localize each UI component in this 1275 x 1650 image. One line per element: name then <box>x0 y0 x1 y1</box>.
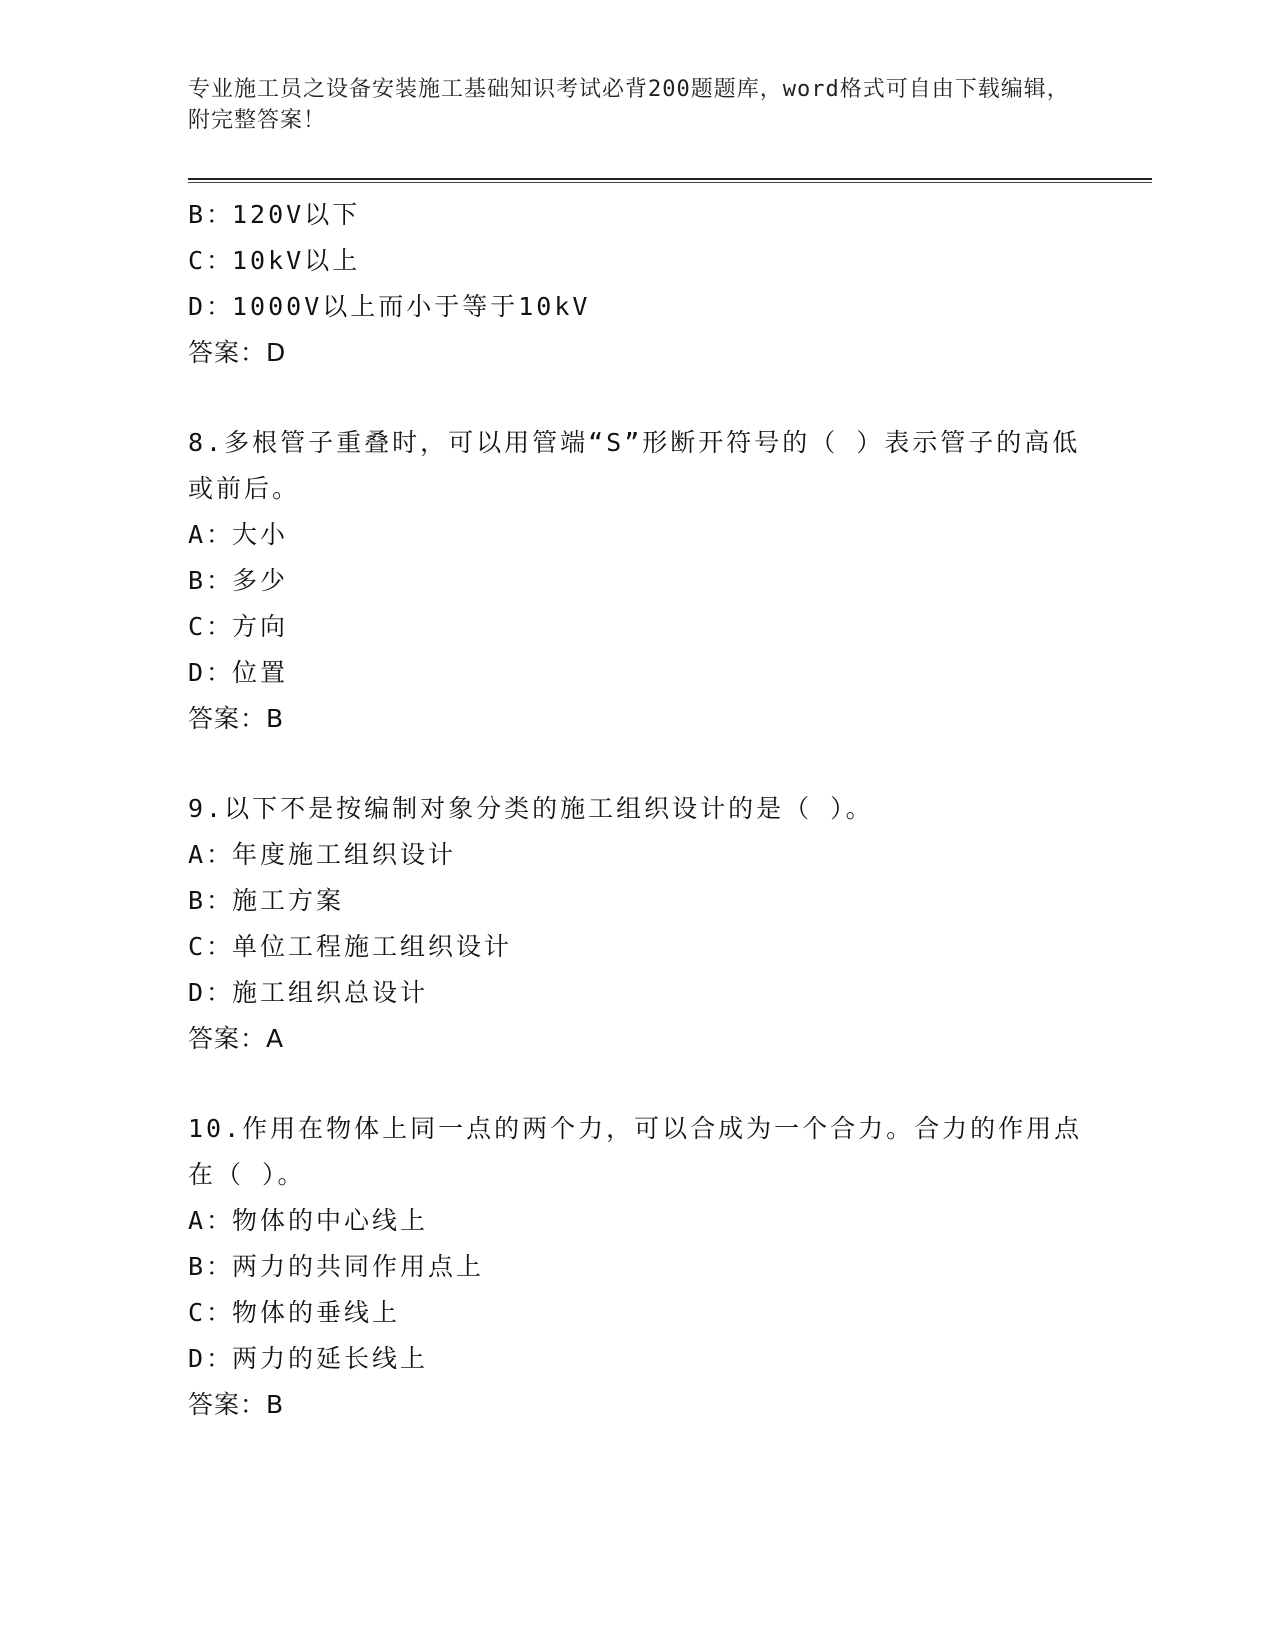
option-b: B：多少 <box>188 566 289 595</box>
question-stem: 10.作用在物体上同一点的两个力，可以合成为一个合力。合力的作用点在（ ）。 <box>188 1114 1083 1189</box>
option-b: B：两力的共同作用点上 <box>188 1252 485 1281</box>
question-stem: 9.以下不是按编制对象分类的施工组织设计的是（ ）。 <box>188 794 874 823</box>
option-b: B：施工方案 <box>188 886 345 915</box>
answer-line: 答案：A <box>188 1024 285 1053</box>
option-c: C：物体的垂线上 <box>188 1298 401 1327</box>
option-a: A：年度施工组织设计 <box>188 840 457 869</box>
question-10 <box>188 1106 1088 1428</box>
option-d: D：施工组织总设计 <box>188 978 429 1007</box>
question-9 <box>188 786 1088 1062</box>
option-c: C：10kV以上 <box>188 246 361 275</box>
question-content <box>188 192 1088 1428</box>
option-c: C：方向 <box>188 612 289 641</box>
option-c: C：单位工程施工组织设计 <box>188 932 513 961</box>
header-divider-thin <box>188 182 1152 183</box>
option-a: A：物体的中心线上 <box>188 1206 429 1235</box>
option-a: A：大小 <box>188 520 289 549</box>
carryover-question <box>188 192 1088 376</box>
answer-line: 答案：B <box>188 704 285 733</box>
option-b: B：120V以下 <box>188 200 361 229</box>
question-8 <box>188 420 1088 742</box>
question-stem: 8.多根管子重叠时，可以用管端“S”形断开符号的（ ）表示管子的高低或前后。 <box>188 428 1081 503</box>
document-header: 专业施工员之设备安装施工基础知识考试必背200题题库，word格式可自由下载编辑，附完整答案！ <box>188 77 1070 133</box>
option-d: D：两力的延长线上 <box>188 1344 429 1373</box>
option-d: D：1000V以上而小于等于10kV <box>188 292 591 321</box>
header-divider-thick <box>188 178 1152 180</box>
answer-line: 答案：D <box>188 338 287 367</box>
option-d: D：位置 <box>188 658 289 687</box>
answer-line: 答案：B <box>188 1390 285 1419</box>
